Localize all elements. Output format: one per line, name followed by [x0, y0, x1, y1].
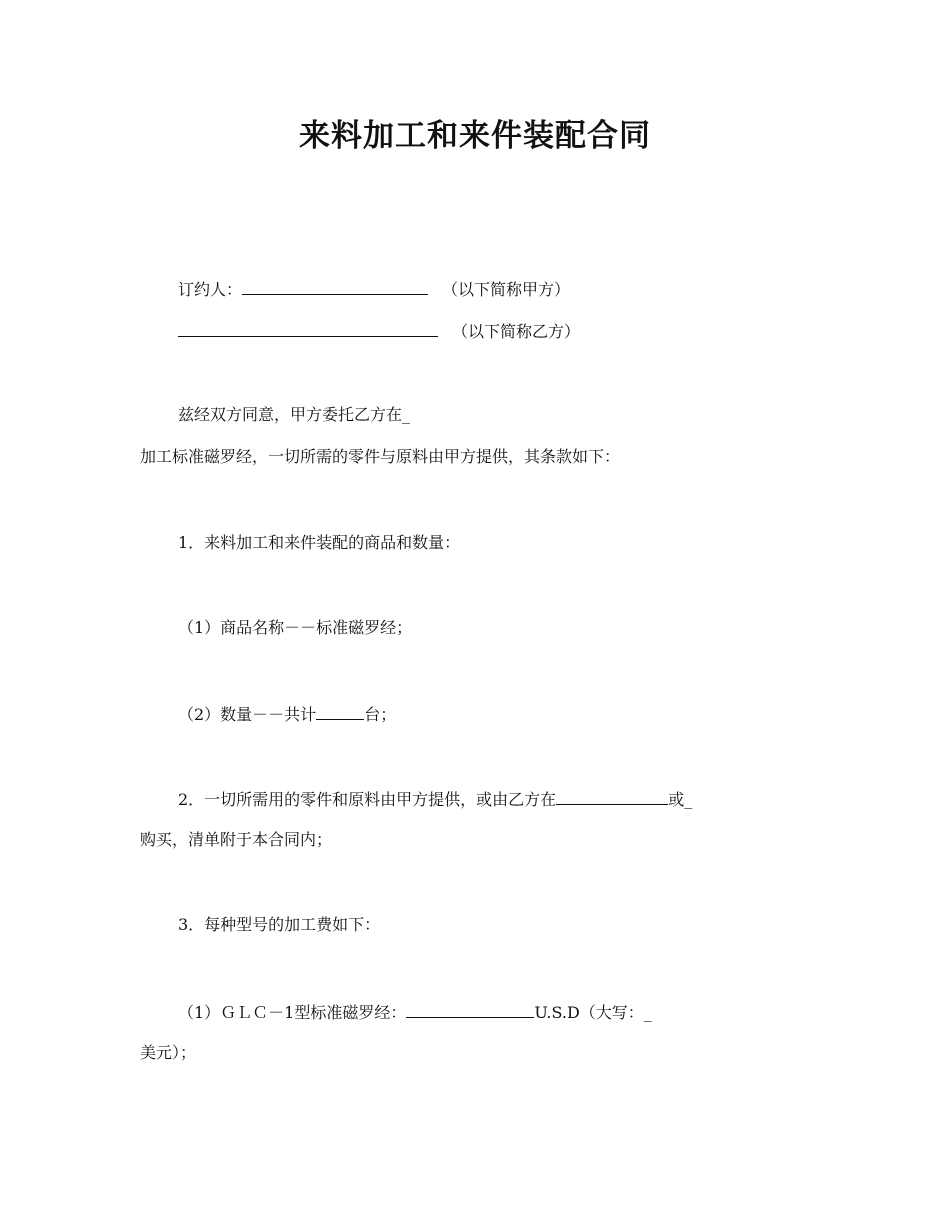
party-b-note: （以下简称乙方） [452, 322, 581, 341]
intro-line-1 [178, 404, 410, 426]
intro-text-1: 兹经双方同意，甲方委托乙方在 [178, 405, 403, 424]
quantity-unit: 台； [364, 705, 397, 724]
clause-3-item-1-line-2: 美元）； [140, 1043, 197, 1062]
intro-tail-blank: _ [402, 405, 411, 424]
party-b-name-blank [178, 319, 438, 337]
fee-amount-blank [406, 1000, 534, 1018]
fee-words-blank: _ [643, 1003, 652, 1022]
clause-1-item-1: （1）商品名称－－标准磁罗经； [178, 618, 413, 637]
party-a-line [178, 277, 570, 301]
fee-model-label: （1）ＧＬＣ－1型标准磁罗经： [178, 1003, 407, 1022]
quantity-label: （2）数量－－共计 [178, 705, 317, 724]
fee-currency-text: U.S.D（大写： [534, 1003, 644, 1022]
intro-line-2: 加工标准磁罗经，一切所需的零件与原料由甲方提供，其条款如下： [140, 447, 621, 466]
party-a-note: （以下简称甲方） [442, 280, 571, 299]
party-a-name-blank [242, 277, 428, 295]
clause-2-or: 或 [668, 790, 685, 809]
clause-2-location-blank [556, 787, 668, 805]
clause-2-line-1 [178, 787, 692, 811]
clause-2-text: 2．一切所需用的零件和原料由甲方提供，或由乙方在 [178, 790, 557, 809]
clause-2-line-2: 购买，清单附于本合同内； [140, 830, 333, 849]
clause-2-tail-blank: _ [684, 790, 693, 809]
quantity-blank [316, 702, 364, 720]
party-a-label: 订约人： [178, 280, 243, 299]
party-b-line [178, 319, 580, 343]
clause-3-heading: 3．每种型号的加工费如下： [178, 915, 381, 934]
document-title: 来料加工和来件装配合同 [299, 118, 651, 154]
clause-1-heading: 1．来料加工和来件装配的商品和数量： [178, 533, 461, 552]
clause-3-item-1 [178, 1000, 652, 1024]
clause-1-item-2 [178, 702, 396, 726]
